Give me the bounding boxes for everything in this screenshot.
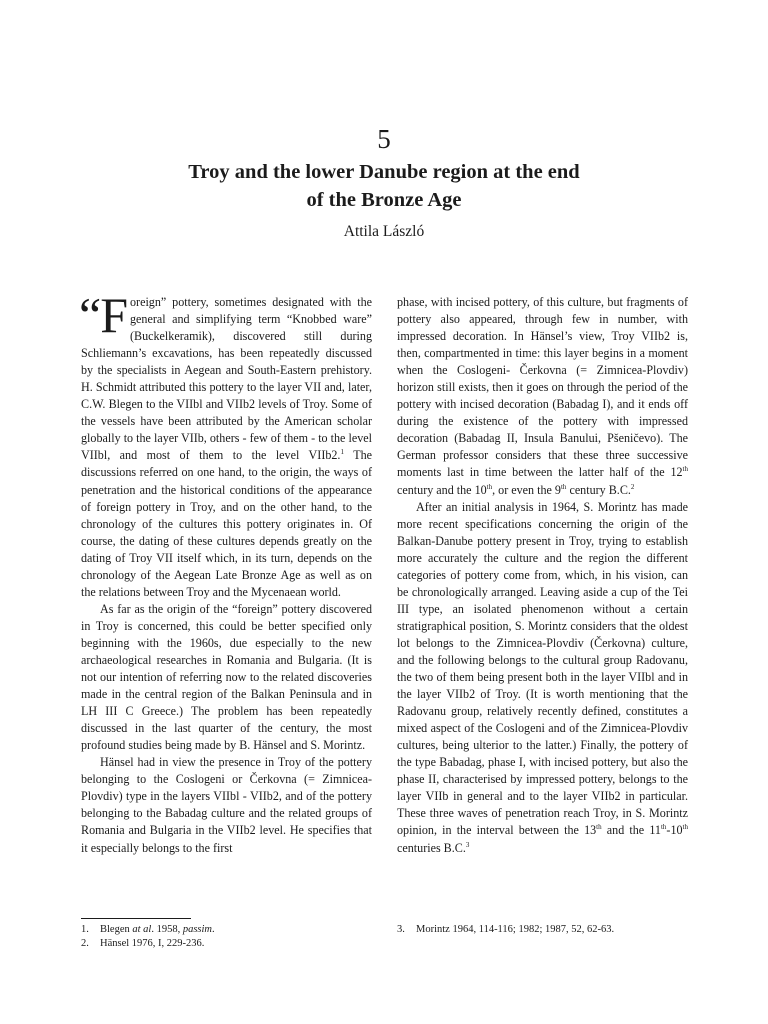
paragraph-5-text-b: and the 11 [601,823,661,838]
paragraph-1-text-b: The discussions referred on one hand, to the origin, the ways of penetration and the historical conditions of the appearance of foreign pottery in Troy, and on the other hand, to the chronology of the cultures this pottery originates in. Of course, the dating of these cultures depends greatly on the dating of Troy VII itself which, in its turn, depends on the chronology of the Aegean Late Bronze Age as well as on the relations between Troy and the Mycenaean world. [81,448,373,599]
footnote-text-part: . 1958, [151,924,183,935]
body-column-right [397,294,688,857]
footnote-1 [81,923,372,937]
paragraph-5-text-a: After an initial analysis in 1964, S. Morintz has made more recent specifications concerning the origin of the Balkan-Danube pottery present in Troy, trying to establish more accurately the culture and the region the different categories of pottery come from, which, in his vision, can be chronologically arranged. Leaving aside a cup of the Tei III type, an isolated phenomenon without a certain stratigraphical position, S. Morintz considers that the oldest lot belongs to the Zimnicea-Plovdiv (Čerkovna) culture, and the following belongs to the cultural group Radovanu, the two of them being present both in the layer VIIbl and in the layer VIIb2 of Troy. (It is worth mentioning that the Radovanu group, relatively recently defined, constitutes a mixed aspect of the Coslogeni and of the Zimnicea-Plovdiv cultures, being ulterior to the latter.) Finally, the pottery of the type Babadag, phase I, with incised pottery, but also the phase II, characterised by impressed pottery, belongs to the layer VIIb in general and to the layer VIIb2 in particular. These three waves of penetration reach Troy, in S. Morintz opinion, in the interval between the 13 [397,499,688,838]
footnotes-left [81,923,372,951]
paragraph-4 [397,294,688,499]
footnotes-right [397,923,688,937]
ordinal-suffix: th [486,482,493,491]
footnote-text-italic: passim [182,924,213,935]
paragraph-4-text-c: , or even the 9 [492,482,561,497]
ordinal-suffix: th [560,482,567,491]
footnote-text [100,923,215,937]
footnote-number: 1. [81,924,89,935]
paragraph-4-text-b: century and the 10 [397,482,487,497]
paragraph-5 [397,499,688,857]
author-name: Attila László [343,223,425,240]
body-column-left [79,287,373,857]
chapter-title-line-2: of the Bronze Age [306,189,462,211]
paragraph-1-text-a: oreign” pottery, sometimes designated with the general and simplifying term “Knobbed ware” (Buckelkeramik), discovered still during Schliemann’s excavations, has been repeatedly discussed by the specialists in Aegean and South-Eastern prehistory. H. Schmidt attributed this pottery to the layer VII and, later, C.W. Blegen to the VIIbl and VIIb2 levels of Troy. Some of the vessels have been attributed by the American scholar globally to the layer VIIb, others - few of them - to the level VIIbl, and most of them to the level VIIb2. [81,295,372,463]
footnote-text-part: Blegen [100,924,133,935]
drop-cap: “F [79,287,127,343]
ordinal-suffix: th [660,823,667,832]
paragraph-5-text-c: -10 [666,823,683,838]
chapter-title-line-1: Troy and the lower Danube region at the end [188,161,580,183]
footnote-3 [397,923,688,937]
paragraph-4-text-d: century B.C. [566,482,631,497]
chapter-title [0,158,768,214]
footnote-ref-3[interactable]: 3 [465,840,470,849]
paragraph-5-text-d: centuries B.C. [397,840,466,855]
footnote-ref-1[interactable]: 1 [340,448,344,457]
ordinal-suffix: th [682,465,688,474]
footnote-number: 3. [397,924,405,935]
footnote-divider [81,918,191,919]
footnote-text-italic: at al [132,924,152,935]
footnote-text-part: . [212,924,215,935]
footnote-number: 2. [81,938,89,949]
ordinal-suffix: th [596,823,602,832]
footnote-2 [81,937,372,951]
footnote-text: Morintz 1964, 114-116; 1982; 1987, 52, 62-63. [416,924,615,935]
chapter-number: 5 [377,124,391,154]
paragraph-1 [79,287,373,601]
paragraph-2: As far as the origin of the “foreign” pottery discovered in Troy is concerned, this could be better specified only beginning with the 1960s, due especially to the new archaeological researches in Romania and Bulgaria. (It is not our intention of referring now to the related discoveries made in the central region of the Balkan Peninsula and in LH III C Greece.) The problem has been repeatedly discussed in the last quarter of the century, the most profound studies being made by B. Hänsel and S. Morintz. [81,601,372,753]
ordinal-suffix: th [682,823,688,832]
footnote-text: Hänsel 1976, I, 229-236. [100,938,205,949]
footnote-ref-2[interactable]: 2 [630,482,635,491]
paragraph-3: Hänsel had in view the presence in Troy of the pottery belonging to the Coslogeni or Čerkovna (= Zimnicea- Plovdiv) type in the layers VIIbl - VIIb2, and of the pottery belonging to the Babadag culture and the related groups of Romania and Bulgaria in the VIIb2 level. He specifies that it especially belongs to the first [81,755,372,855]
paragraph-4-text-a: phase, with incised pottery, of this culture, but fragments of pottery also appeared, through few in number, with impressed decoration. In Hänsel’s view, Troy VIIb2 is, then, compartmented in time: this layer begins in a moment when the Coslogeni- Čerkovna (= Zimnicea-Plovdiv) horizon still exists, then it goes on through the period of the pottery with incised decoration (Babadag I), and it ends off during the existence of the pottery with impressed decoration (Babadag II, Insula Banului, Pšeničevo). The German professor considers that these three successive moments last in time between the latter half of the 12 [397,295,688,480]
